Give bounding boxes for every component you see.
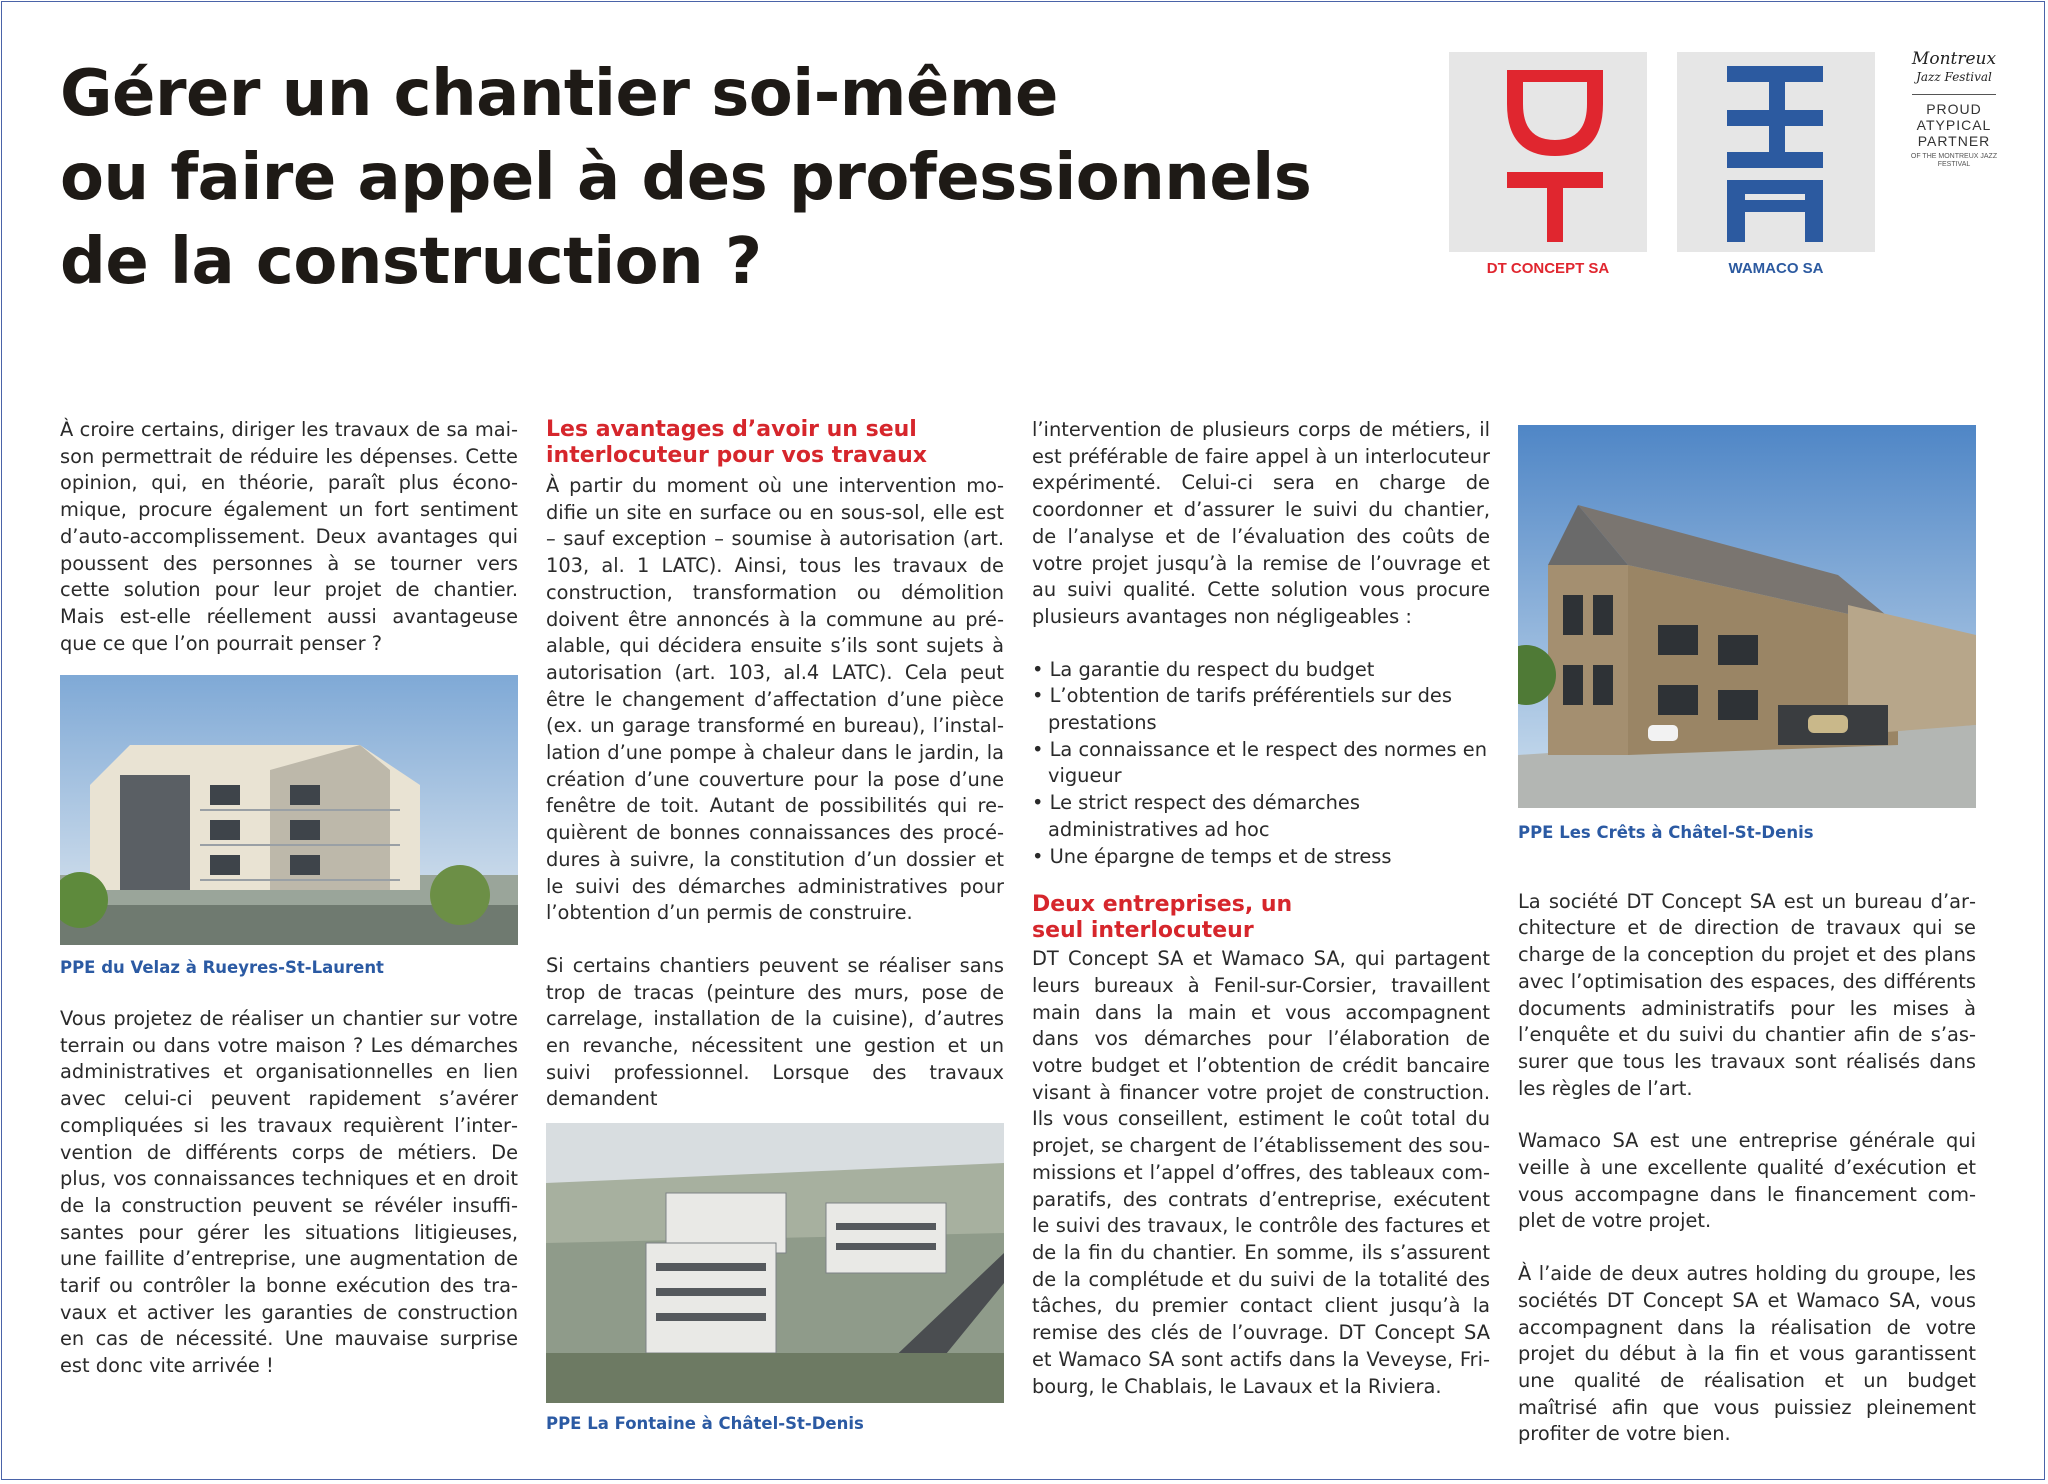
heading-deux-entreprises: Deux entreprises, un seul interlocuteur [1032, 892, 1293, 944]
building-photo-la-fontaine [546, 1123, 1004, 1403]
dt-concept-caption: DT CONCEPT SA [1486, 260, 1610, 277]
dt-concept-logo [1449, 52, 1647, 252]
col2-paragraph-2: Si certains chantiers peuvent se réaliser sans trop de tracas (peinture des murs, pose de carrelage, installation de la cuisine), d’autres en revanche, nécessitent une gestion et un suivi professionnel. Lorsque des travaux demandent [546, 953, 1004, 1111]
partner-text-3: PARTNER [1917, 133, 1991, 149]
list-item: • La garantie du respect du budget [1032, 657, 1490, 684]
col3-paragraph-2: DT Concept SA et Wamaco SA, qui partagent leurs bureaux à Fenil-sur-Corsier, travaillent main dans la main et vous accompagnent dans vos démarches pour l’élaboration de votre budget et l’obtention de crédit bancaire visant à financer votre projet de construction. Ils vous conseillent, estiment le coût total du projet, se chargent de l’établissement des soumissions et l’appel d’offres, des tableaux comparatifs, des contrats d’entreprise, exécutent le suivi des travaux, le contrôle des factures et de la fin du chantier. En somme, ils s’assurent de la complétude et du suivi de la totalité des tâches, du premier contact client jusqu’à la remise des clés de l’ouvrage. DT Concept SA et Wamaco SA sont actifs dans la Veveyse, Fribourg, le Chablais, le Lavaux et la Riviera. [1032, 947, 1490, 1398]
column-1 [60, 417, 518, 1380]
list-item: • L’obtention de tarifs préférentiels sur des prestations [1032, 683, 1490, 736]
list-item: • Le strict respect des démarches administratives ad hoc [1032, 790, 1490, 843]
photo-la-fontaine [546, 1123, 1004, 1403]
title-line-2: ou faire appel à des professionnels [60, 141, 1312, 215]
list-item: • La connaissance et le respect des normes en vigueur [1032, 737, 1490, 790]
partner-text-1: PROUD [1926, 101, 1982, 117]
caption-la-fontaine: PPE La Fontaine à Châtel-St-Denis [546, 1414, 864, 1434]
wamaco-logo [1677, 52, 1875, 252]
photo-velaz [60, 675, 518, 945]
partner-small-text: OF THE MONTREUX JAZZ FESTIVAL [1910, 153, 1998, 168]
partner-text-2: ATYPICAL [1916, 117, 1992, 133]
heading-avantages: Les avantages d’avoir un seul interlocuteur pour vos travaux [546, 417, 927, 468]
montreux-script-line-1: Montreux [1911, 49, 1997, 69]
title-line-1: Gérer un chantier soi-même [60, 57, 1058, 131]
montreux-jazz-partner-logo [1899, 50, 2009, 169]
col4-paragraph-3: À l’aide de deux autres holding du groupe, les sociétés DT Concept SA et Wamaco SA, vous accompagnent dans la réalisation de votre projet du début à la fin et vous garantissent une qualité de réalisation et un budget maîtrisé afin que vous puissiez pleinement profiter de votre bien. [1518, 1262, 1976, 1446]
dt-letters-icon [1449, 52, 1647, 252]
col4-paragraph-2: Wamaco SA est une entreprise générale qui veille à une excellente qualité d’exécution et vous accompagne dans le financement complet de votre projet. [1518, 1129, 1976, 1233]
title-line-3: de la construction ? [60, 225, 762, 299]
article-page [1, 1, 2045, 1480]
column-4 [1518, 425, 1976, 1448]
montreux-script-line-2: Jazz Festival [1916, 70, 1992, 84]
building-photo-velaz [60, 675, 518, 945]
caption-les-crets: PPE Les Crêts à Châtel-St-Denis [1518, 823, 1814, 842]
wamaco-caption: WAMACO SA [1728, 260, 1824, 277]
article-title [60, 52, 1430, 304]
col2-paragraph-1: À partir du moment où une intervention modifie un site en surface ou en sous-sol, elle est – sauf exception – soumise à autorisation (art. 103, al. 1 LATC). Ainsi, tous les travaux de construction, transformation ou démolition doivent être annoncés à la commune au préalable, qui décidera ensuite s’ils sont sujets à autorisation (art. 103, al.4 LATC). Cela peut être le changement d’affectation d’une pièce (ex. un garage transformé en bureau), l’installation d’une pompe à chaleur dans le jardin, la création d’une couverture pour la pose d’une fenêtre de toit. Autant de possibilités qui requièrent de bonnes connaissances des procédures à suivre, la constitution d’un dossier et le suivi des démarches administratives pour l’obtention d’un permis de construire. [546, 474, 1004, 925]
caption-velaz: PPE du Velaz à Rueyres-St-Laurent [60, 958, 384, 978]
list-item: • Une épargne de temps et de stress [1032, 844, 1490, 871]
intro-paragraph: À croire certains, diriger les travaux de sa maison permettrait de réduire les dépenses. Cette opinion, qui, en théorie, paraît plus économique, procure également un fort sentiment d’auto-accomplissement. Deux avantages qui poussent des personnes à se tourner vers cette solution pour leur projet de chantier. Mais est-elle réellement aussi avantageuse que ce que l’on pourrait penser ? [60, 418, 518, 655]
partner-divider [1912, 94, 1996, 95]
col4-paragraph-1: La société DT Concept SA est un bureau d’architecture et de direction de travaux qui se charge de la conception du projet et des plans avec l’optimisation des espaces, des différents documents administratifs pour les mises à l’enquête et du suivi du chantier afin de s’assurer que tous les travaux sont réalisés dans les règles de l’art. [1518, 889, 1976, 1100]
building-photo-les-crets [1518, 425, 1976, 808]
column-3 [1032, 417, 1490, 1400]
wamaco-letters-icon [1677, 52, 1875, 252]
column-2 [546, 417, 1004, 1438]
photo-les-crets [1518, 425, 1976, 808]
col1-paragraph-2: Vous projetez de réaliser un chantier sur votre terrain ou dans votre maison ? Les démarches administratives et organisationnelles en lien avec celui-ci peuvent rapidement s’avérer compliquées si les travaux requièrent l’intervention de différents corps de métiers. De plus, vos connaissances techniques et en droit de la construction peuvent se révéler insuffisantes pour gérer les situations litigieuses, une faillite d’entreprise, une augmentation de tarif ou contrôler la bonne exécution des travaux et activer les garanties de construction en cas de nécessité. Une mauvaise surprise est donc vite arrivée ! [60, 1007, 518, 1378]
col3-paragraph-1: l’intervention de plusieurs corps de métiers, il est préférable de faire appel à un interlocuteur expérimenté. Celui-ci sera en charge de coordonner et d’assurer le suivi du chantier, de l’analyse et de l’évaluation des coûts de votre projet jusqu’à la remise de l’ouvrage et au suivi qualité. Cette solution vous procure plusieurs avantages non négligeables : [1032, 418, 1490, 628]
advantages-list [1032, 657, 1490, 871]
